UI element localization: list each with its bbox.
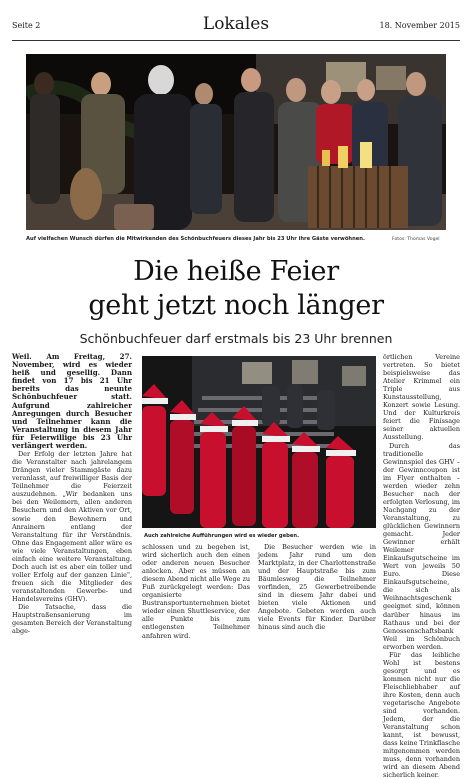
headline-line-1: Die heiße Feier: [133, 256, 339, 287]
issue-date: 18. November 2015: [379, 21, 460, 30]
body-paragraph: Die Tatsache, dass die Hauptstraßensanierung im gesamten Bereich der Veranstaltung abge-: [12, 603, 132, 636]
crowd-photo: [26, 54, 446, 230]
header-rule: [12, 40, 460, 41]
article-column-3: [258, 543, 376, 632]
page-header: [12, 14, 460, 38]
page-number: Seite 2: [12, 21, 41, 30]
article-column-4: [383, 353, 460, 779]
performance-photo: [142, 356, 376, 528]
body-paragraph: Die Besucher werden wie in jedem Jahr rund um den Marktplatz, in der Charlottenstraße und der Hauptstraße bis zum Bäumlesweg die Teilnehmer vorfinden, 25 Gewerbetreibende sind in diesem Jahr dabei und bieten viele Aktionen und Angebote. Gebeten werden auch viele Events für Kinder. Darüber hinaus sind auch die: [258, 543, 376, 632]
body-paragraph: Für das leibliche Wohl ist bestens gesorgt und es kommen nicht nur die Fleischliebhaber auf ihre Kosten, denn auch vegetarische Angebote sind vorhanden. Jedem, der die Veranstaltung schon kannt, ist bewusst, dass keine Trinkflasche mitgenommen werden muss, denn vorhanden wird an diesem Abend sicherlich keiner.: [383, 650, 460, 779]
body-paragraph: örtlichen Vereine vertreten. So bietet beispielsweise das Atelier Krimmel ein Triple aus Kunstausstellung, Konzert sowie Lesung. Und der Kulturkreis feiert die Finissage seiner aktuellen Ausstellung.: [383, 353, 460, 442]
body-paragraph: Durch das traditionelle Gewinnspiel des GHV – der Gewinncoupon ist im Flyer enthalten – werden wieder zehn Besucher nach der erfolgten Verlosung, im Nachgang zu der Veranstaltung, zu glücklichen Gewinnern gemacht. Jeder Gewinner erhält Weilemer Einkaufsgutscheine im Wert von jeweils 50 Euro. Diese Einkaufsgutscheine, die sich als Weihnachtsgeschenk geeignet sind, können darüber hinaus im Rathaus und bei der Genossenschaftsbank Weil im Schönbuch erworben werden.: [383, 441, 460, 651]
photo-credit: Fotos: Thomas Vogel: [392, 237, 440, 242]
section-title: Lokales: [202, 14, 270, 34]
lead-paragraph: Weil. Am Freitag, 27. November, wird es wieder heiß und gesellig. Dann findet von 17 bis 21 Uhr bereits das neunte Schönbuchfeuer statt. Aufgrund zahlreicher Anregungen durch Besucher und Teilnehmer kann die Veranstaltung in diesem Jahr für Feierwillige bis 23 Uhr verlängert werden.: [12, 352, 132, 451]
article-column-2: [142, 543, 250, 640]
body-paragraph: Der Erfolg der letzten Jahre hat die Veranstalter nach jahrelangem Drängen vieler Stammgäste dazu veranlasst, auf freiwilliger Basis der Teilnehmer die Feierzeit auszudehnen. „Wir bedanken uns bei den Weilemern, allen anderen Besuchern und den Aktiven vor Ort, sowie den Bewohnern und Anrainern entlang der Veranstaltung für ihr Verständnis. Ohne das Engagement aller wäre es wie viele Veranstaltungen, eben einfach eine weitere Veranstaltung. Doch auch ist es aber ein toller und voller Erfolg auf der ganzen Linie", freuen sich die Mitglieder des veranstaltenden Gewerbe- und Handelsvereins (GHV).: [12, 450, 132, 603]
article-column-1: [12, 353, 132, 635]
photo-caption: Auch zahlreiche Aufführungen wird es wieder geben.: [144, 533, 300, 539]
body-paragraph: schlossen und zu begehen ist, wird sicherlich auch den einen oder anderen neuen Besucher anlocken. Aber es müssen an diesem Abend nicht alle Wege zu Fuß zurückgelegt werden: Das organisierte Bustransportunternehmen bietet wieder einen Shuttleservice, der alle Punkte bis zum entlegensten Teilnehmer anfahren wird.: [142, 543, 250, 640]
photo-caption: Auf vielfachen Wunsch dürfen die Mitwirkenden des Schönbuchfeuers dieses Jahr bis 23 Uhr ihre Gäste verwöhnen.: [26, 236, 365, 242]
headline-line-2: geht jetzt noch länger: [88, 290, 384, 321]
subheadline: Schönbuchfeuer darf erstmals bis 23 Uhr brennen: [79, 331, 393, 346]
